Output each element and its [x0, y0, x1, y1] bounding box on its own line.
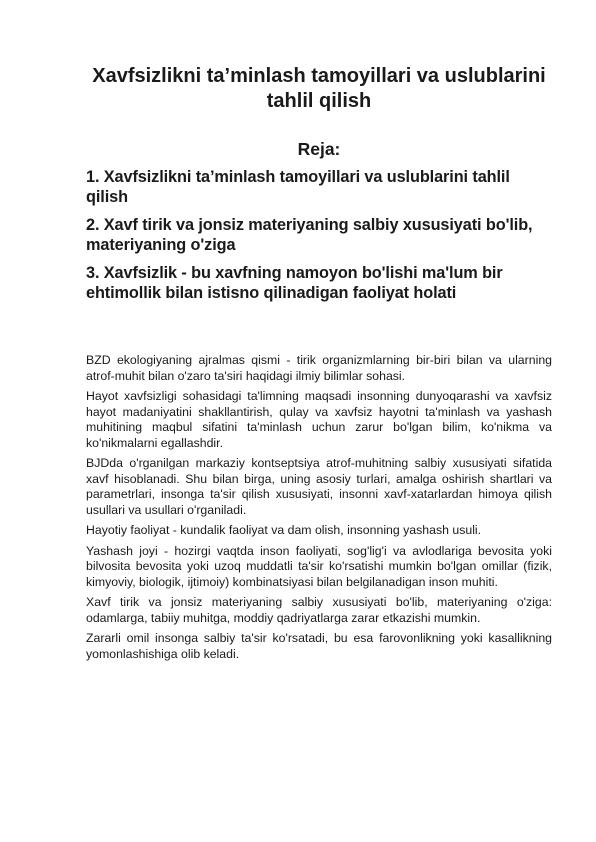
- document-title: Xavfsizlikni ta’minlash tamoyillari va uslublarini tahlil qilish: [92, 65, 546, 112]
- paragraph-3: BJDda o'rganilgan markaziy kontseptsiya atrof-muhitning salbiy xususiyati sifatida xavf hisoblanadi. Shu bilan birga, uning asosiy turlari, amalga oshirish shartlari va parametrlari, insonga ta'sir qilish xususiyati, insonni xavf-xatarlardan himoya qilish usullari va usullari o'rganiladi.: [86, 456, 552, 517]
- paragraph-5: Yashash joyi - hozirgi vaqtda inson faoliyati, sog'lig'i va avlodlariga bevosita yoki bilvosita bevosita yoki uzoq muddatli ta'sir ko'rsatishi mumkin bo'lgan omillar (fizik, kimyoviy, biologik, ijtimoiy) kombinatsiyasi bilan belgilanadigan inson muhiti.: [86, 543, 552, 589]
- document-content: [86, 64, 552, 667]
- body-text: [86, 353, 552, 662]
- plan-item-3: 3. Xavfsizlik - bu xavfning namoyon bo'lishi ma'lum bir ehtimollik bilan istisno qilinadigan faoliyat holati: [86, 264, 503, 302]
- paragraph-1: BZD ekologiyaning ajralmas qismi - tirik organizmlarning bir-biri bilan va ularning atrof-muhit bilan o'zaro ta'siri haqidagi ilmiy bilimlar sohasi.: [86, 353, 552, 383]
- plan-list: [86, 167, 552, 303]
- paragraph-4: Hayotiy faoliyat - kundalik faoliyat va dam olish, insonning yashash usuli.: [86, 523, 482, 537]
- plan-item-1: 1. Xavfsizlikni ta’minlash tamoyillari va uslublarini tahlil qilish: [86, 168, 510, 206]
- paragraph-7: Zararli omil insonga salbiy ta'sir ko'rsatadi, bu esa farovonlikning yoki kasallikning yomonlashishiga olib keladi.: [86, 631, 552, 661]
- plan-item-2: 2. Xavf tirik va jonsiz materiyaning salbiy xususiyati bo'lib, materiyaning o'ziga: [86, 216, 533, 254]
- plan-heading: Reja:: [297, 139, 341, 159]
- paragraph-6: Xavf tirik va jonsiz materiyaning salbiy xususiyati bo'lib, materiyaning o'ziga: odamlarga, tabiiy muhitga, moddiy qadriyatlarga zarar etkazishi mumkin.: [86, 595, 552, 625]
- paragraph-2: Hayot xavfsizligi sohasidagi ta'limning maqsadi insonning dunyoqarashi va xavfsiz hayot madaniyatini shakllantirish, qulay va xavfsiz hayotni ta'minlash va yashash muhitining maqbul sifatini ta'minlash uchun zarur bo'lgan bilim, ko'nikma va ko'nikmalarni egallashdir.: [86, 389, 552, 450]
